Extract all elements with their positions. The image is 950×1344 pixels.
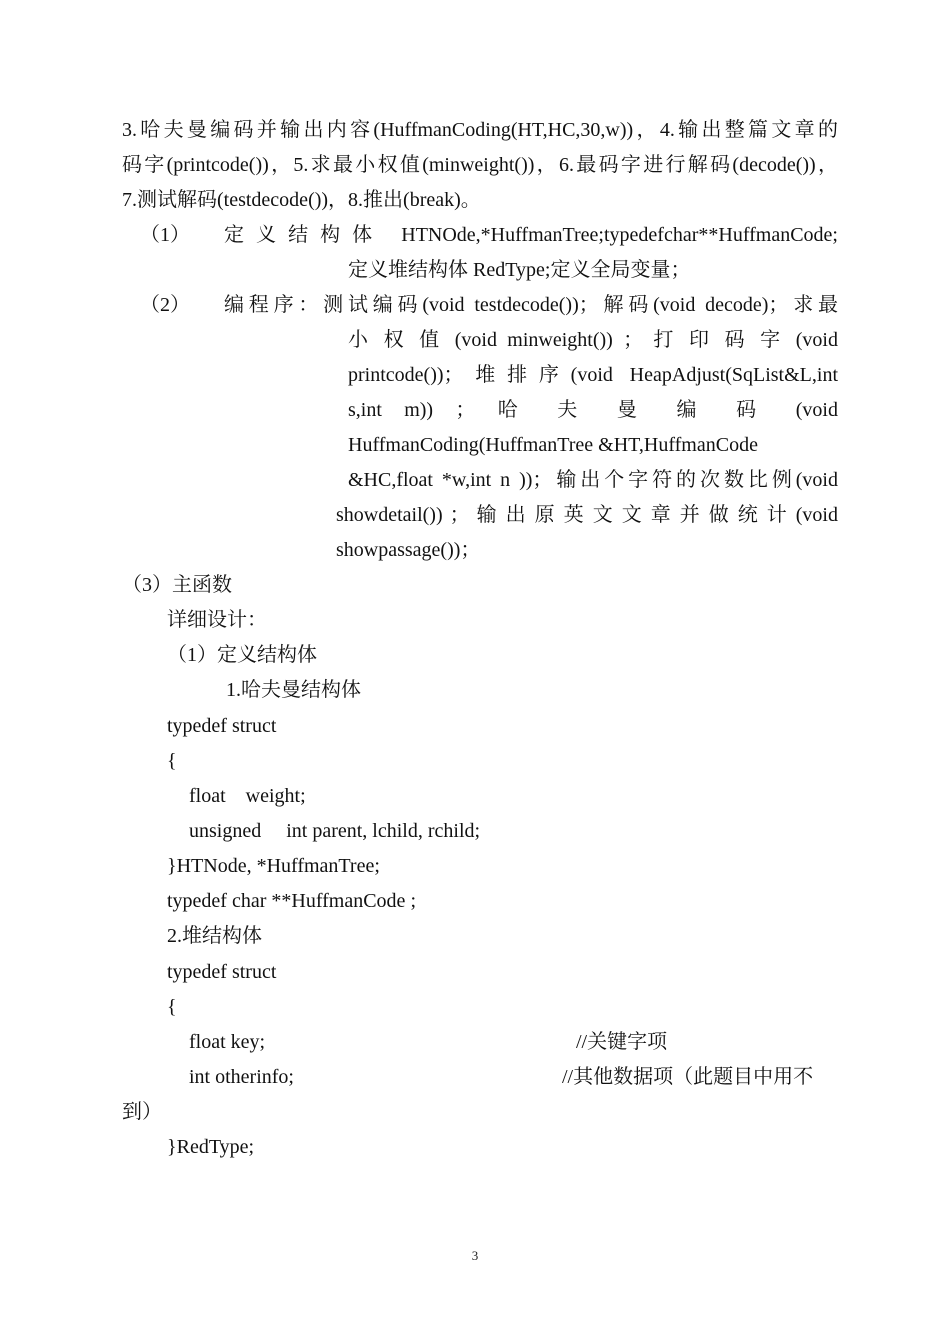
item2-line-5: HuffmanCoding(HuffmanTree &HT,HuffmanCode [348, 434, 758, 456]
item2-number: （2） [140, 294, 190, 316]
heap-struct-title: 2.堆结构体 [167, 925, 262, 947]
code-line: float weight; [189, 785, 306, 807]
code-comment-wrap: 到） [122, 1101, 162, 1123]
code-comment: //其他数据项（此题目中用不 [562, 1066, 814, 1088]
detail-design-heading: 详细设计： [167, 609, 267, 631]
item2-line-8: showpassage())； [336, 539, 481, 561]
code-line: }RedType; [167, 1136, 255, 1158]
code-line: unsigned int parent, lchild, rchild; [189, 820, 481, 842]
intro-line-3: 7.测试解码(testdecode())，8.推出(break)。 [122, 189, 481, 211]
intro-line-2: 码字(printcode())，5.求最小权值(minweight())，6.最码字进行解码(decode())， [122, 154, 838, 176]
page-number: 3 [471, 1248, 479, 1263]
intro-line-1: 3.哈夫曼编码并输出内容(HuffmanCoding(HT,HC,30,w))，4.输出整篇文章的 [122, 119, 838, 141]
item2-line-3: printcode())；堆排序(void HeapAdjust(SqList&L,int [348, 364, 838, 386]
code-line: float key; [189, 1031, 266, 1053]
item2-line-1: 编程序：测试编码(void testdecode())；解码(void decode)；求最 [224, 294, 838, 316]
item2-line-4: s,int m)) ； 哈 夫 曼 编 码 (void [348, 399, 838, 421]
code-line: { [167, 996, 177, 1018]
huffman-struct-title: 1.哈夫曼结构体 [226, 679, 361, 701]
item1-line-2: 定义堆结构体 RedType;定义全局变量； [348, 259, 691, 281]
code-comment: //关键字项 [576, 1031, 668, 1053]
item2-line-6: &HC,float *w,int n ))；输出个字符的次数比例(void [348, 469, 838, 491]
code-line: typedef struct [167, 961, 277, 983]
code-line: typedef char **HuffmanCode ; [167, 890, 416, 912]
item1-number: （1） [140, 224, 190, 246]
code-line: { [167, 750, 177, 772]
item2-line-7: showdetail()) ； 输 出 原 英 文 文 章 并 做 统 计 (void [336, 504, 838, 526]
item1-line-1: 定义结构体 HTNOde,*HuffmanTree;typedefchar**HuffmanCode; [224, 224, 838, 246]
section3-heading: （3）主函数 [122, 574, 232, 596]
code-line: int otherinfo; [189, 1066, 294, 1088]
item2-line-2: 小 权 值 (void minweight()) ； 打 印 码 字 (void [348, 329, 838, 351]
sub1-heading: （1）定义结构体 [167, 644, 317, 666]
code-line: typedef struct [167, 715, 277, 737]
code-line: }HTNode, *HuffmanTree; [167, 855, 380, 877]
